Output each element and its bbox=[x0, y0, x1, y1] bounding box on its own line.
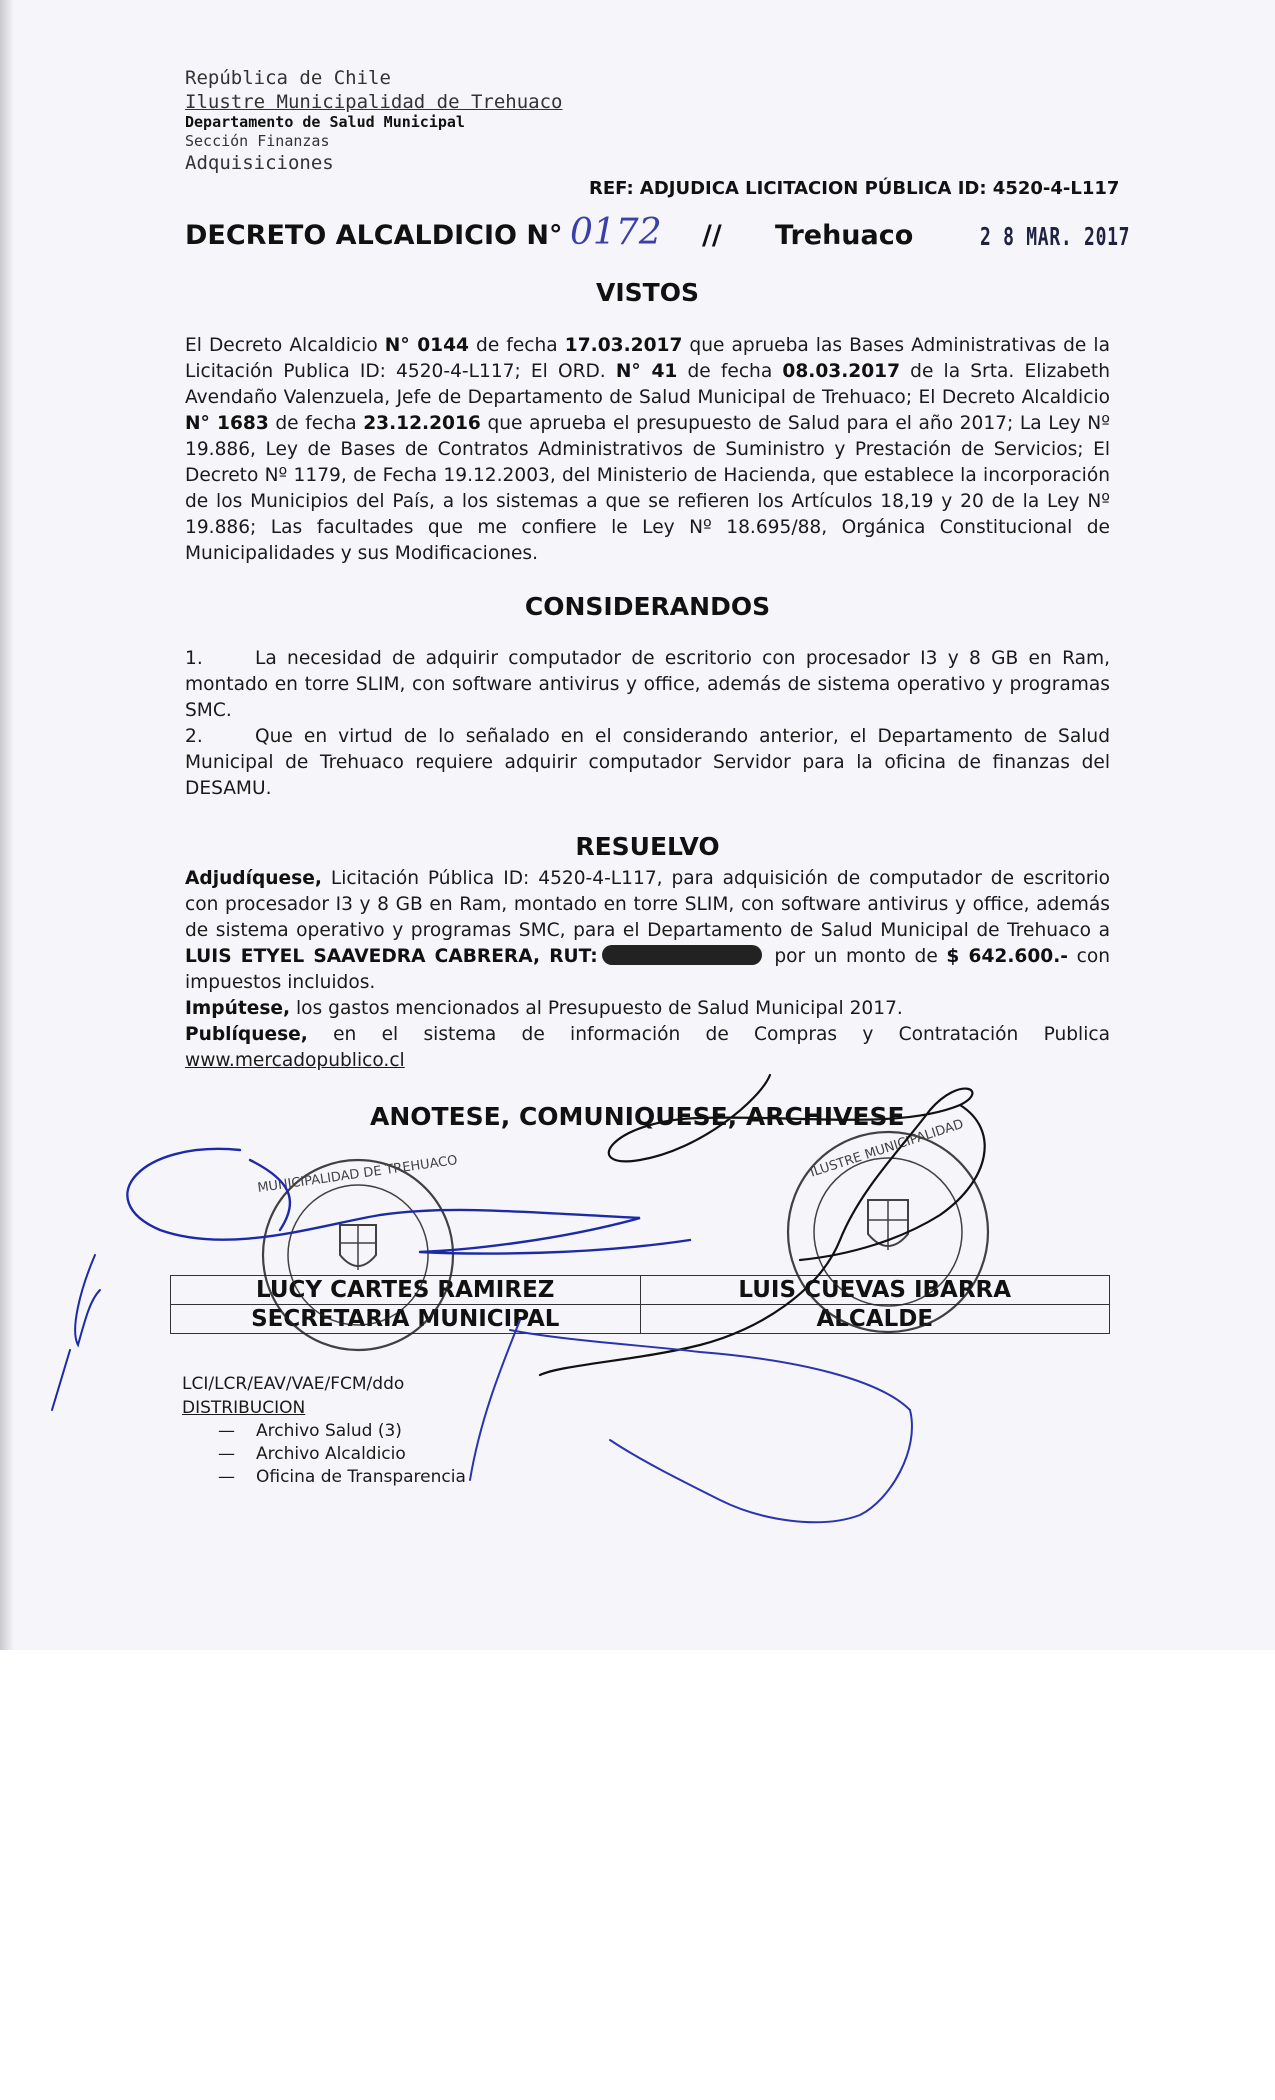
redacted-rut bbox=[602, 945, 762, 965]
decree-number-handwritten: 0172 bbox=[570, 212, 662, 253]
signer-left-role: SECRETARIA MUNICIPAL bbox=[171, 1305, 641, 1334]
decree-separator: // bbox=[702, 220, 722, 251]
header-section: Sección Finanzas bbox=[185, 132, 330, 150]
blue-scrawl bbox=[470, 1320, 912, 1522]
decree-city: Trehuaco bbox=[775, 220, 914, 251]
seal-left-text: MUNICIPALIDAD DE TREHUACO bbox=[256, 1153, 459, 1197]
distribution-item: — Archivo Salud (3) bbox=[218, 1421, 402, 1441]
header-department: Departamento de Salud Municipal bbox=[185, 113, 465, 131]
header-unit: Adquisiciones bbox=[185, 152, 334, 174]
distribution-heading: DISTRIBUCION bbox=[182, 1398, 306, 1418]
resuelvo-heading: RESUELVO bbox=[575, 832, 720, 861]
closing-formula: ANOTESE, COMUNIQUESE, ARCHIVESE bbox=[370, 1102, 905, 1131]
signature-left bbox=[127, 1149, 690, 1254]
signer-left-name: LUCY CARTES RAMIREZ bbox=[171, 1276, 641, 1305]
header-country: República de Chile bbox=[185, 67, 391, 89]
signer-right-role: ALCALDE bbox=[640, 1305, 1110, 1334]
signer-right-name: LUIS CUEVAS IBARRA bbox=[640, 1276, 1110, 1305]
considerandos-heading: CONSIDERANDOS bbox=[524, 592, 771, 621]
distribution-item: — Oficina de Transparencia bbox=[218, 1467, 466, 1487]
seal-right-text: ILUSTRE MUNICIPALIDAD bbox=[808, 1116, 966, 1181]
reference-line: REF: ADJUDICA LICITACION PÚBLICA ID: 4520-4-L117 bbox=[589, 178, 1120, 199]
signature-table bbox=[170, 1275, 1110, 1334]
considerando-item: 1. La necesidad de adquirir computador de escritorio con procesador I3 y 8 GB en Ram, montado en torre SLIM, con software antivirus y office, además de sistema operativo y programas SMC. bbox=[185, 648, 1110, 721]
resuelvo-publish: Publíquese, en el sistema de información de Compras y Contratación Publica www.mercadopublico.cl bbox=[185, 1024, 1110, 1071]
considerando-item: 2. Que en virtud de lo señalado en el considerando anterior, el Departamento de Salud Municipal de Trehuaco requiere adquirir computador Servidor para la oficina de finanzas del DESAMU. bbox=[185, 726, 1110, 799]
vistos-heading: VISTOS bbox=[596, 278, 699, 307]
page-edge-shadow bbox=[0, 0, 14, 1650]
resuelvo-adjudicate: Adjudíquese, Licitación Pública ID: 4520-4-L117, para adquisición de computador de escritorio con procesador I3 y 8 GB en Ram, montado en torre SLIM, con software antivirus y office, además de sistema operativo y programas SMC, para el Departamento de Salud Municipal de Trehuaco a LUIS ETYEL SAAVEDRA CABRERA, RUT: por un monto de $ 642.600.- con impuestos incluidos. bbox=[185, 868, 1110, 993]
mercadopublico-link[interactable]: www.mercadopublico.cl bbox=[185, 1050, 405, 1071]
vistos-paragraph: El Decreto Alcaldicio N° 0144 de fecha 17.03.2017 que aprueba las Bases Administrativas de la Licitación Publica ID: 4520-4-L117; El ORD. N° 41 de fecha 08.03.2017 de la Srta. Elizabeth Avendaño Valenzuela, Jefe de Departamento de Salud Municipal de Trehuaco; El Decreto Alcaldicio N° 1683 de fecha 23.12.2016 que aprueba el presupuesto de Salud para el año 2017; La Ley Nº 19.886, Ley de Bases de Contratos Administrativos de Suministro y Prestación de Servicios; El Decreto Nº 1179, de Fecha 19.12.2003, del Ministerio de Hacienda, que establece la incorporación de los Municipios del País, a los sistemas a que se refieren los Artículos 18,19 y 20 de la Ley Nº 19.886; Las facultades que me confiere le Ley Nº 18.695/88, Orgánica Constitucional de Municipalidades y sus Modificaciones. bbox=[185, 335, 1110, 564]
initials-line: LCI/LCR/EAV/VAE/FCM/ddo bbox=[182, 1374, 405, 1394]
distribution-item: — Archivo Alcaldicio bbox=[218, 1444, 406, 1464]
resuelvo-impute: Impútese, los gastos mencionados al Presupuesto de Salud Municipal 2017. bbox=[185, 998, 903, 1019]
decree-title-row bbox=[185, 212, 1131, 258]
decree-label: DECRETO ALCALDICIO N° bbox=[185, 220, 563, 251]
date-stamp: 2 8 MAR. 2017 bbox=[980, 222, 1131, 251]
initial-mark bbox=[52, 1255, 100, 1410]
header-municipality: Ilustre Municipalidad de Trehuaco bbox=[185, 91, 563, 113]
